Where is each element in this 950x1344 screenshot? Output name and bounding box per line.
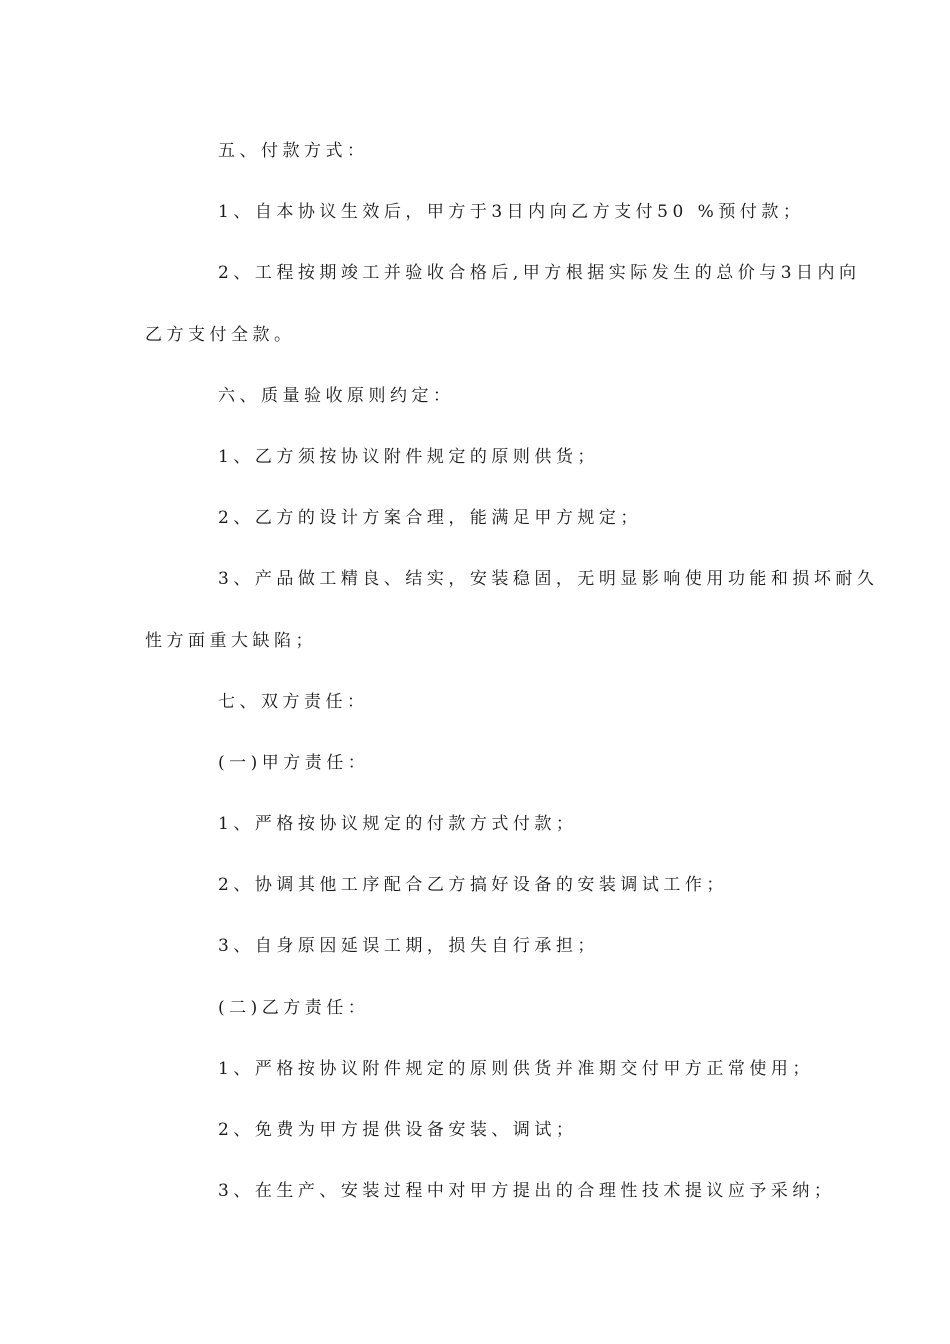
paragraph-line: 2、工程按期竣工并验收合格后,甲方根据实际发生的总价与3日内向: [218, 263, 861, 284]
paragraph-line: 2、协调其他工序配合乙方搞好设备的安装调试工作；: [218, 875, 728, 896]
paragraph-line: 2、乙方的设计方案合理，能满足甲方规定；: [218, 508, 642, 529]
paragraph-continuation: 乙方支付全款。: [145, 324, 296, 345]
subsection-heading-party-a: (一)甲方责任：: [218, 752, 370, 773]
paragraph-line: 3、在生产、安装过程中对甲方提出的合理性技术提议应予采纳；: [218, 1181, 836, 1202]
paragraph-line: 1、严格按协议附件规定的原则供货并准期交付甲方正常使用；: [218, 1058, 814, 1079]
section-heading-responsibilities: 七、双方责任：: [218, 691, 369, 712]
paragraph-continuation: 性方面重大缺陷；: [145, 630, 317, 651]
paragraph-line: 3、自身原因延误工期，损失自行承担；: [218, 936, 599, 957]
paragraph-line: 3、产品做工精良、结实，安装稳固，无明显影响使用功能和损坏耐久: [218, 569, 879, 590]
document-body: [145, 121, 879, 1222]
paragraph-line: 1、严格按协议规定的付款方式付款；: [218, 814, 578, 835]
paragraph-line: 1、自本协议生效后，甲方于3日内向乙方支付50 %预付款；: [218, 202, 805, 223]
section-heading-payment: 五、付款方式：: [218, 141, 369, 161]
section-heading-quality: 六、质量验收原则约定：: [218, 385, 455, 406]
paragraph-line: 1、乙方须按协议附件规定的原则供货；: [218, 446, 599, 467]
paragraph-line: 2、免费为甲方提供设备安装、调试；: [218, 1120, 578, 1140]
subsection-heading-party-b: (二)乙方责任：: [218, 997, 370, 1018]
